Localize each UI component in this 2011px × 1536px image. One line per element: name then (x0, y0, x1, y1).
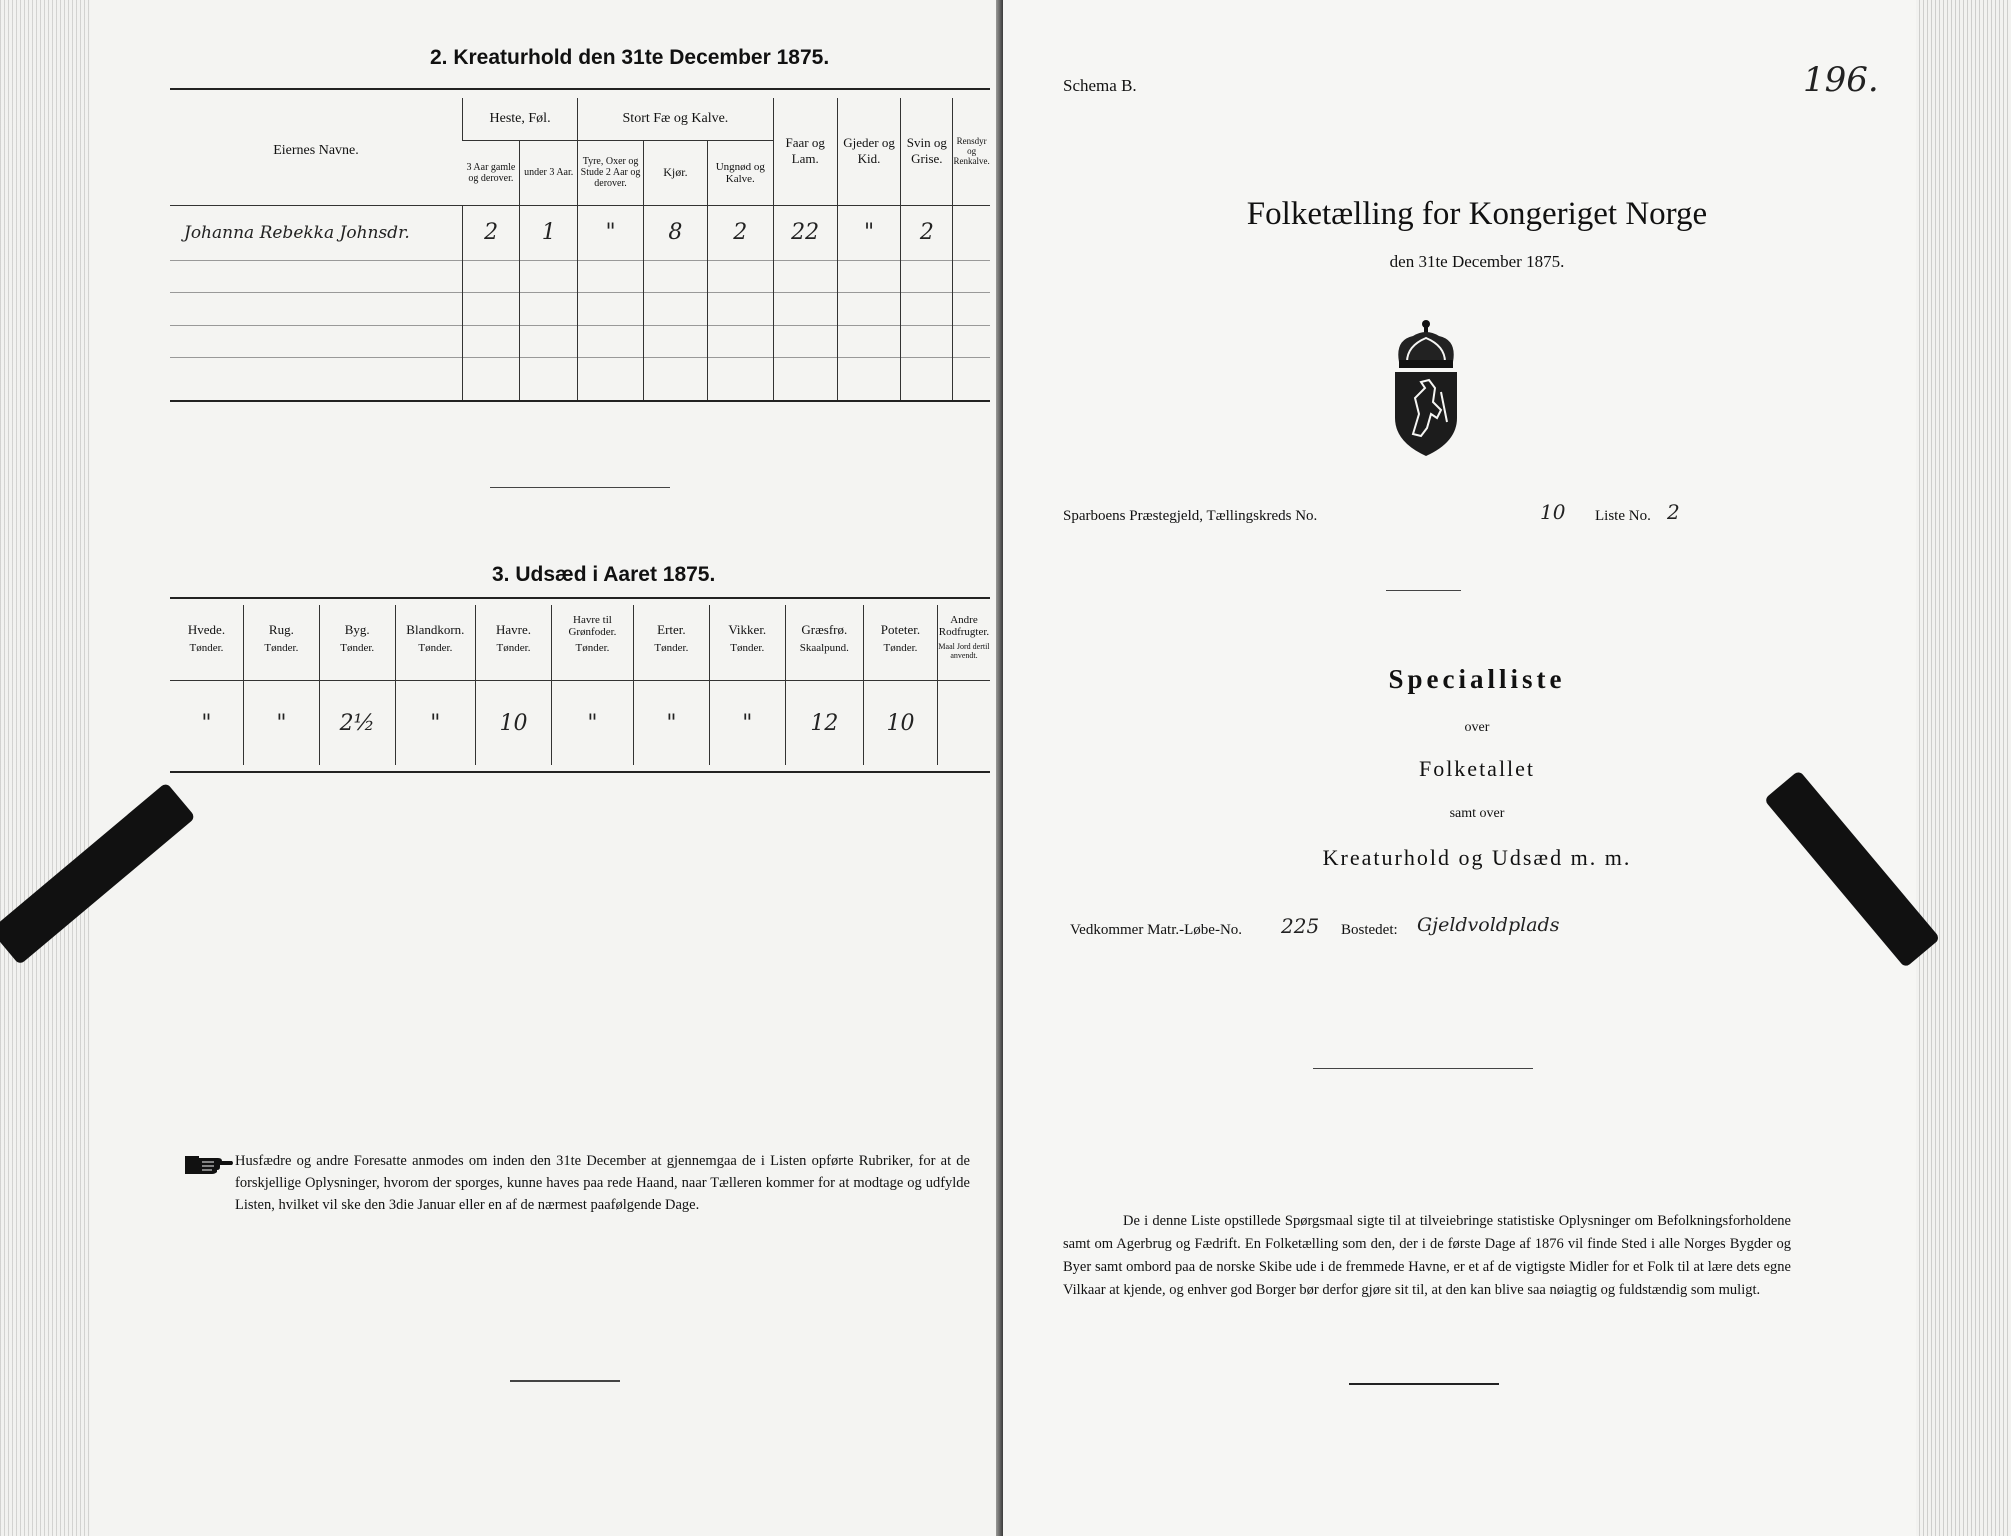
seed-unit-row (170, 638, 990, 680)
divider (510, 1380, 620, 1382)
divider (1386, 590, 1461, 591)
heste-3-header: 3 Aar gamle og derover. (466, 161, 516, 184)
seed-value-1: " (243, 681, 319, 765)
seed-value-6: " (633, 681, 709, 765)
seed-value-9: 10 (863, 681, 937, 765)
notice-text: Husfædre og andre Foresatte anmodes om inden den 31te December at gjennemgaa de i Listen opførte Rubriker, for at de forskjellige Oplysninger, hvorom der sporges, kunne haves paa rede Haand, naar Tælleren kommer for at modtage og udfylde Listen, hvilket vil ske den 3die Januar eller en af de nærmest paafølgende Dage. (235, 1153, 970, 1213)
seed-header-2: Byg. (319, 605, 395, 638)
seed-unit-10: Maal Jord dertil anvendt. (937, 638, 990, 680)
livestock-table (170, 98, 990, 400)
seed-header-5: Havre til Grønfoder. (551, 605, 633, 638)
bostedet-value: Gjeldvoldplads (1417, 914, 1560, 936)
right-page (1003, 0, 2011, 1536)
seed-header-8: Græsfrø. (785, 605, 863, 638)
faar-value: 22 (773, 205, 837, 261)
heste-group-header: Heste, Føl. (463, 98, 578, 141)
matr-label: Vedkommer Matr.-Løbe-No. (1070, 922, 1243, 938)
table-bottom-rule (170, 400, 990, 402)
kreaturhold-text: Kreaturhold og Udsæd m. m. (1322, 845, 1632, 870)
divider (1349, 1383, 1499, 1385)
seed-unit-1: Tønder. (243, 638, 319, 680)
divider (490, 487, 670, 488)
page-edge-left (0, 0, 90, 1536)
special-title: Specialliste (1388, 664, 1566, 694)
table-row (170, 293, 990, 325)
rensdyr-header: Rensdyr og Renkalve. (953, 98, 990, 205)
seed-header-3: Blandkorn. (395, 605, 475, 638)
rensdyr-value (953, 205, 990, 261)
seed-unit-7: Tønder. (709, 638, 785, 680)
owner-name: Johanna Rebekka Johnsdr. (184, 222, 410, 243)
table-row (170, 357, 990, 400)
tyre-value: " (578, 205, 644, 261)
seed-table (170, 605, 990, 765)
svin-header: Svin og Grise. (901, 98, 953, 205)
ungnod-value: 2 (707, 205, 773, 261)
divider (1313, 1068, 1533, 1069)
table-row (170, 325, 990, 357)
seed-unit-9: Tønder. (863, 638, 937, 680)
owner-header: Eiernes Navne. (273, 143, 359, 159)
seed-unit-8: Skaalpund. (785, 638, 863, 680)
page-number: 196. (1803, 60, 1879, 100)
seed-header-4: Havre. (476, 605, 552, 638)
samt-over-text: samt over (1449, 806, 1505, 821)
matr-number: 225 (1281, 914, 1320, 938)
stort-group-header: Stort Fæ og Kalve. (578, 98, 774, 141)
seed-header-7: Vikker. (709, 605, 785, 638)
liste-number: 2 (1667, 500, 1680, 524)
pointing-hand-icon (184, 1152, 234, 1183)
svin-value: 2 (901, 205, 953, 261)
seed-table-top-rule (170, 597, 990, 599)
table-row (170, 261, 990, 293)
section3-title: 3. Udsæd i Aaret 1875. (492, 563, 716, 586)
seed-header-0: Hvede. (187, 622, 226, 638)
section2-title: 2. Kreaturhold den 31te December 1875. (430, 46, 830, 69)
seed-value-4: 10 (476, 681, 552, 765)
schema-label: Schema B. (1063, 76, 1137, 95)
seed-unit-5: Tønder. (551, 638, 633, 680)
ungnod-header: Ungnød og Kalve. (707, 141, 773, 205)
seed-header-1: Rug. (243, 605, 319, 638)
seed-value-2: 2½ (319, 681, 395, 765)
parish-label: Sparboens Præstegjeld, Tællingskreds No. (1063, 508, 1318, 524)
folketallet-text: Folketallet (1418, 756, 1536, 781)
census-date: den 31te December 1875. (1389, 252, 1565, 271)
tyre-header: Tyre, Oxer og Stude 2 Aar og derover. (578, 141, 644, 205)
table-row (170, 205, 990, 261)
seed-value-0: " (201, 710, 212, 736)
over-text: over (1464, 720, 1490, 735)
seed-value-10 (937, 681, 990, 765)
under-3-header: under 3 Aar. (520, 141, 578, 205)
gjeder-header: Gjeder og Kid. (837, 98, 901, 205)
seed-value-3: " (395, 681, 475, 765)
description-paragraph: De i denne Liste opstillede Spørgsmaal sigte til at tilveiebringe statistiske Oplysninger om Befolkningsforholdene samt om Agerbrug og Fædrift. En Folketælling som den, der i de første Dage af 1876 vil finde Sted i alle Norges Bygder og Byer samt ombord paa de norske Skibe ude i de fremmede Havne, er et af de vigtigste Midler for et Folk til at lære dets egne Vilkaar at kjende, og enhver god Borger bør derfor gjøre sit til, at den kan blive saa nøiagtig og fuldstændig som muligt. (1063, 1213, 1791, 1298)
seed-unit-6: Tønder. (633, 638, 709, 680)
seed-value-5: " (551, 681, 633, 765)
seed-header-row (170, 605, 990, 638)
kjor-header: Kjør. (643, 141, 707, 205)
seed-value-8: 12 (785, 681, 863, 765)
under-3-value: 1 (520, 205, 578, 261)
seed-header-6: Erter. (633, 605, 709, 638)
liste-label: Liste No. (1595, 508, 1651, 524)
main-title: Folketælling for Kongeriget Norge (1246, 196, 1708, 232)
seed-unit-2: Tønder. (319, 638, 395, 680)
parish-number: 10 (1540, 500, 1566, 524)
seed-header-9: Poteter. (863, 605, 937, 638)
left-page (0, 0, 1003, 1536)
table-top-rule (170, 88, 990, 90)
seed-unit-3: Tønder. (395, 638, 475, 680)
bostedet-label: Bostedet: (1341, 922, 1398, 938)
seed-unit-4: Tønder. (476, 638, 552, 680)
heste-3-value: 2 (463, 205, 520, 261)
kjor-value: 8 (643, 205, 707, 261)
seed-table-bottom-rule (170, 771, 990, 773)
seed-unit-0: Tønder. (189, 642, 224, 655)
seed-value-7: " (709, 681, 785, 765)
gjeder-value: " (837, 205, 901, 261)
norwegian-coat-of-arms-icon (1385, 318, 1467, 463)
table-row (170, 681, 990, 765)
seed-header-10: Andre Rodfrugter. (937, 605, 990, 638)
faar-header: Faar og Lam. (773, 98, 837, 205)
